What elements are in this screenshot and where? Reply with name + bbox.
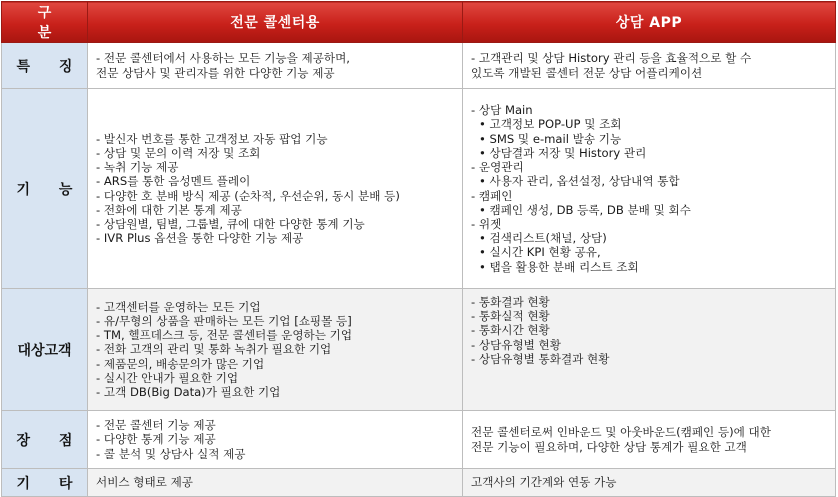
list-item: - TM, 헬프데스크 등, 전문 콜센터를 운영하는 기업 bbox=[96, 328, 353, 343]
list-item: - 콜 분석 및 상담사 실적 제공 bbox=[96, 446, 246, 461]
list-item: - 통화시간 현황 bbox=[471, 323, 550, 338]
list-item: - 전화 고객의 관리 및 통화 녹취가 필요한 기업 bbox=[96, 342, 332, 357]
others-callcenter: 서비스 형태로 제공 bbox=[88, 469, 463, 497]
list-item: - 유/무형의 상품을 판매하는 모든 기업 [쇼핑몰 등] bbox=[96, 313, 352, 328]
list-item: - 고객 DB(Big Data)가 필요한 기업 bbox=[96, 385, 281, 399]
target-app-list bbox=[471, 295, 827, 366]
list-item: - 상담유형별 통화결과 현황 bbox=[471, 351, 610, 366]
target-app bbox=[463, 289, 836, 411]
functions-callcenter-list bbox=[96, 132, 454, 246]
list-item: - 녹취 기능 제공 bbox=[96, 160, 179, 175]
row-target-customers bbox=[2, 289, 836, 411]
list-item: - 위젯 bbox=[471, 216, 502, 231]
header-category: 구 분 bbox=[2, 2, 88, 43]
list-item: - 다양한 호 분배 방식 제공 (순차적, 우선순위, 동시 분배 등) bbox=[96, 188, 400, 203]
list-subitem: • 상담결과 저장 및 History 관리 bbox=[479, 145, 647, 160]
list-item: - 전문 콜센터 기능 제공 bbox=[96, 418, 216, 433]
list-item: - 통화결과 현황 bbox=[471, 295, 550, 309]
list-item: - 전화에 대한 기본 통계 제공 bbox=[96, 202, 242, 217]
row-label-functions: 기 능 bbox=[2, 89, 88, 289]
list-item: - 상담 및 문의 이력 저장 및 조회 bbox=[96, 145, 261, 160]
features-callcenter: - 전문 콜센터에서 사용하는 모든 기능을 제공하며, 전문 상담사 및 관리자를 위한 다양한 기능 제공 bbox=[88, 43, 463, 89]
list-subitem: • 사용자 관리, 옵션설정, 상담내역 통합 bbox=[479, 174, 680, 189]
features-app: - 고객관리 및 상담 History 관리 등을 효율적으로 할 수 있도록 개발된 콜센터 전문 상담 어플리케이션 bbox=[463, 43, 836, 89]
list-item: - 고객센터를 운영하는 모든 기업 bbox=[96, 299, 261, 314]
list-item: - 상담원별, 팀별, 그룹별, 큐에 대한 다양한 통계 기능 bbox=[96, 216, 365, 231]
row-functions bbox=[2, 89, 836, 289]
list-item: - IVR Plus 옵션을 통한 다양한 기능 제공 bbox=[96, 231, 304, 246]
row-advantages bbox=[2, 411, 836, 469]
list-subitem: • 캠페인 생성, DB 등록, DB 분배 및 회수 bbox=[479, 202, 691, 217]
target-callcenter-list bbox=[96, 300, 454, 399]
list-subitem: • 탭을 활용한 분배 리스트 조회 bbox=[479, 259, 639, 274]
list-item: - 다양한 통계 기능 제공 bbox=[96, 432, 216, 447]
functions-app bbox=[463, 89, 836, 289]
list-subitem: • 검색리스트(채널, 상담) bbox=[479, 231, 607, 246]
row-features bbox=[2, 43, 836, 89]
list-item: - ARS를 통한 음성멘트 플레이 bbox=[96, 174, 251, 189]
functions-callcenter bbox=[88, 89, 463, 289]
list-subitem: • 실시간 KPI 현황 공유, bbox=[479, 245, 601, 260]
comparison-table bbox=[1, 1, 836, 497]
list-item: - 제품문의, 배송문의가 많은 기업 bbox=[96, 356, 265, 371]
header-row bbox=[2, 2, 836, 43]
list-item: - 캠페인 bbox=[471, 188, 513, 203]
list-item: - 운영관리 bbox=[471, 160, 524, 175]
list-item: - 발신자 번호를 통한 고객정보 자동 팝업 기능 bbox=[96, 131, 328, 146]
row-others bbox=[2, 469, 836, 497]
list-item: - 실시간 안내가 필요한 기업 bbox=[96, 370, 239, 385]
header-callcenter: 전문 콜센터용 bbox=[88, 2, 463, 43]
row-label-target-customers: 대상고객 bbox=[2, 289, 88, 411]
others-app: 고객사의 기간계와 연동 가능 bbox=[463, 469, 836, 497]
advantages-app: 전문 콜센터로써 인바운드 및 아웃바운드(캠페인 등)에 대한 전문 기능이 필요하며, 다양한 상담 통계가 필요한 고객 bbox=[463, 411, 836, 469]
row-label-advantages: 장 점 bbox=[2, 411, 88, 469]
row-label-others: 기 타 bbox=[2, 469, 88, 497]
list-item: - 상담유형별 현황 bbox=[471, 337, 561, 352]
list-subitem: • 고객정보 POP-UP 및 조회 bbox=[479, 117, 622, 132]
functions-app-list bbox=[471, 103, 827, 273]
header-app: 상담 APP bbox=[463, 2, 836, 43]
target-callcenter bbox=[88, 289, 463, 411]
advantages-callcenter bbox=[88, 411, 463, 469]
list-item: - 통화실적 현황 bbox=[471, 309, 550, 324]
list-item: - 상담 Main bbox=[471, 103, 533, 118]
list-subitem: • SMS 및 e-mail 발송 기능 bbox=[479, 131, 622, 146]
advantages-callcenter-list bbox=[96, 418, 454, 461]
row-label-features: 특 징 bbox=[2, 43, 88, 89]
